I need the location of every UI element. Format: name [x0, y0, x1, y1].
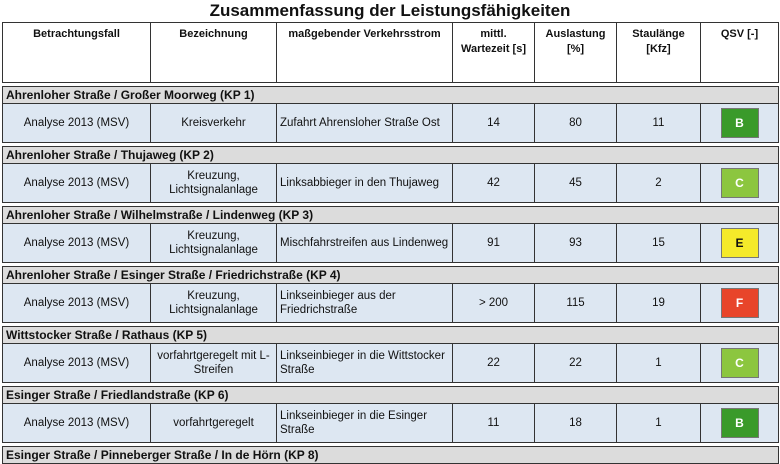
table-row: [3, 344, 779, 383]
cell-wartezeit: 22: [453, 344, 535, 383]
cell-staulaenge: 19: [617, 284, 701, 323]
header-bezeichnung: Bezeichnung: [151, 23, 277, 83]
cell-betrachtungsfall: Analyse 2013 (MSV): [3, 104, 151, 143]
qsv-badge: F: [721, 288, 759, 318]
section-header-row: [3, 267, 779, 284]
cell-wartezeit: 91: [453, 224, 535, 263]
page-title: Zusammenfassung der Leistungsfähigkeiten: [209, 1, 571, 20]
header-auslastung: Auslastung [%]: [535, 23, 617, 83]
cell-verkehrsstrom: Linksabbieger in den Thujaweg: [277, 164, 453, 203]
header-staulaenge: Staulänge [Kfz]: [617, 23, 701, 83]
cell-auslastung: 93: [535, 224, 617, 263]
section-header-row: [3, 447, 779, 464]
cell-verkehrsstrom: Linkseinbieger in die Esinger Straße: [277, 404, 453, 443]
cell-staulaenge: 2: [617, 164, 701, 203]
cell-verkehrsstrom: Linkseinbieger in die Wittstocker Straße: [277, 344, 453, 383]
section-title: Wittstocker Straße / Rathaus (KP 5): [3, 327, 779, 344]
cell-wartezeit: > 200: [453, 284, 535, 323]
cell-bezeichnung: vorfahrtgeregelt mit L-Streifen: [151, 344, 277, 383]
cell-qsv: [701, 164, 779, 203]
cell-staulaenge: 1: [617, 344, 701, 383]
section-header-row: [3, 147, 779, 164]
header-row: [3, 23, 779, 83]
cell-bezeichnung: Kreuzung, Lichtsignalanlage: [151, 224, 277, 263]
cell-wartezeit: 42: [453, 164, 535, 203]
section-header-row: [3, 387, 779, 404]
cell-bezeichnung: Kreuzung, Lichtsignalanlage: [151, 284, 277, 323]
section-title: Esinger Straße / Friedlandstraße (KP 6): [3, 387, 779, 404]
cell-verkehrsstrom: Mischfahrstreifen aus Lindenweg: [277, 224, 453, 263]
cell-bezeichnung: Kreuzung, Lichtsignalanlage: [151, 164, 277, 203]
cell-wartezeit: 11: [453, 404, 535, 443]
cell-auslastung: 115: [535, 284, 617, 323]
cell-betrachtungsfall: Analyse 2013 (MSV): [3, 344, 151, 383]
cell-qsv: [701, 344, 779, 383]
qsv-badge: B: [721, 108, 759, 138]
cell-auslastung: 22: [535, 344, 617, 383]
cell-bezeichnung: vorfahrtgeregelt: [151, 404, 277, 443]
cell-wartezeit: 14: [453, 104, 535, 143]
cell-verkehrsstrom: Linkseinbieger aus der Friedrichstraße: [277, 284, 453, 323]
header-betrachtungsfall: Betrachtungsfall: [3, 23, 151, 83]
table-row: [3, 284, 779, 323]
section-header-row: [3, 207, 779, 224]
cell-qsv: [701, 404, 779, 443]
cell-auslastung: 18: [535, 404, 617, 443]
summary-table: [2, 22, 779, 464]
cell-betrachtungsfall: Analyse 2013 (MSV): [3, 404, 151, 443]
cell-qsv: [701, 224, 779, 263]
section-title: Ahrenloher Straße / Esinger Straße / Friedrichstraße (KP 4): [3, 267, 779, 284]
header-wartezeit: mittl. Wartezeit [s]: [453, 23, 535, 83]
table-body: [3, 83, 779, 464]
section-title: Ahrenloher Straße / Thujaweg (KP 2): [3, 147, 779, 164]
cell-staulaenge: 1: [617, 404, 701, 443]
cell-qsv: [701, 284, 779, 323]
table-row: [3, 104, 779, 143]
table-row: [3, 224, 779, 263]
cell-betrachtungsfall: Analyse 2013 (MSV): [3, 224, 151, 263]
cell-betrachtungsfall: Analyse 2013 (MSV): [3, 284, 151, 323]
section-title: Ahrenloher Straße / Wilhelmstraße / Lindenweg (KP 3): [3, 207, 779, 224]
section-header-row: [3, 327, 779, 344]
cell-staulaenge: 11: [617, 104, 701, 143]
cell-betrachtungsfall: Analyse 2013 (MSV): [3, 164, 151, 203]
table-row: [3, 164, 779, 203]
cell-qsv: [701, 104, 779, 143]
cell-auslastung: 45: [535, 164, 617, 203]
qsv-badge: B: [721, 408, 759, 438]
header-qsv: QSV [-]: [701, 23, 779, 83]
section-title: Esinger Straße / Pinneberger Straße / In de Hörn (KP 8): [3, 447, 779, 464]
table-row: [3, 404, 779, 443]
qsv-badge: E: [721, 228, 759, 258]
cell-auslastung: 80: [535, 104, 617, 143]
qsv-badge: C: [721, 348, 759, 378]
cell-staulaenge: 15: [617, 224, 701, 263]
section-title: Ahrenloher Straße / Großer Moorweg (KP 1): [3, 87, 779, 104]
cell-verkehrsstrom: Zufahrt Ahrensloher Straße Ost: [277, 104, 453, 143]
header-verkehrsstrom: maßgebender Verkehrsstrom: [277, 23, 453, 83]
qsv-badge: C: [721, 168, 759, 198]
section-header-row: [3, 87, 779, 104]
cell-bezeichnung: Kreisverkehr: [151, 104, 277, 143]
